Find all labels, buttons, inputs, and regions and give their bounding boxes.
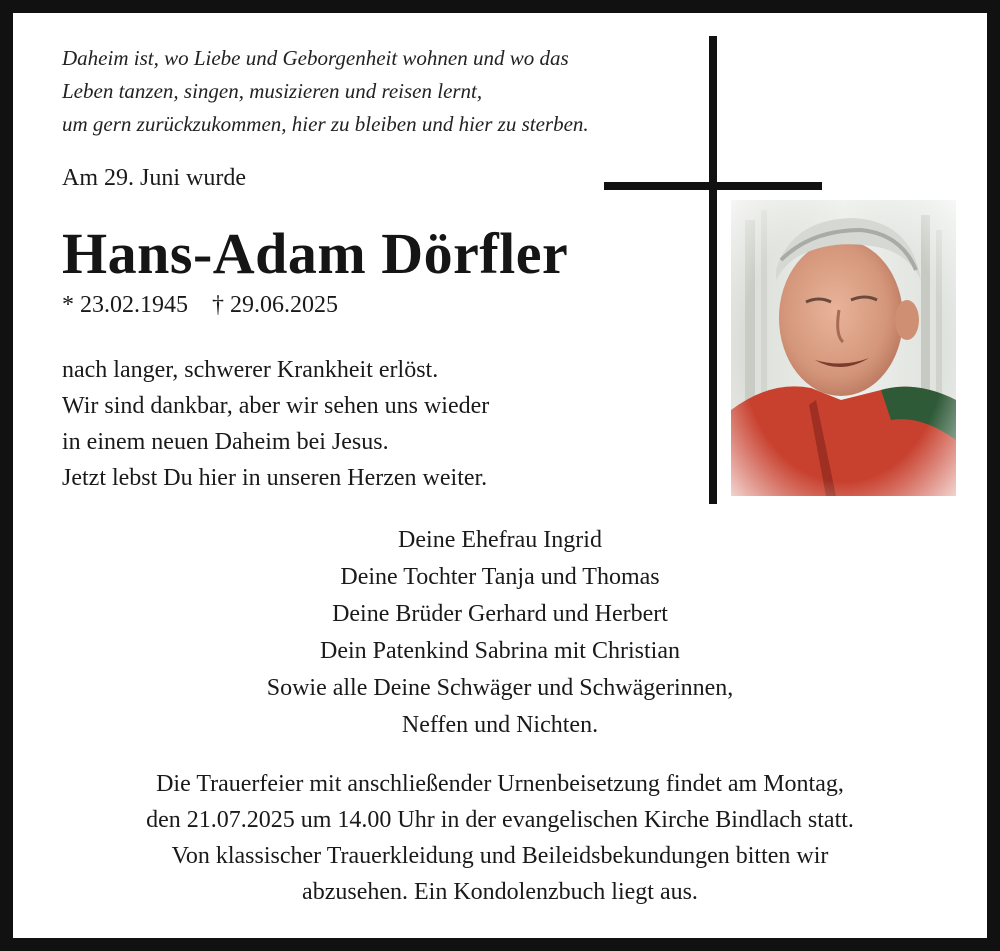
message-line: Jetzt lebst Du hier in unseren Herzen weiter. [62, 465, 488, 491]
motto-line: um gern zurückzukommen, hier zu bleiben und hier zu sterben. [62, 112, 589, 136]
portrait-photo [731, 200, 956, 496]
service-line: den 21.07.2025 um 14.00 Uhr in der evangelischen Kirche Bindlach statt. [146, 807, 854, 833]
death-date: † 29.06.2025 [212, 292, 338, 318]
motto-line: Daheim ist, wo Liebe und Geborgenheit wohnen und wo das [62, 46, 569, 70]
cross-icon-horizontal-bar [604, 182, 822, 190]
birth-date: * 23.02.1945 [62, 292, 188, 318]
family-line: Dein Patenkind Sabrina mit Christian [320, 638, 680, 664]
motto-line: Leben tanzen, singen, musizieren und reisen lernt, [62, 79, 483, 103]
family-line: Deine Ehefrau Ingrid [398, 527, 602, 553]
funeral-service-info [0, 766, 1000, 910]
cross-icon-vertical-bar [709, 36, 717, 504]
service-line: Die Trauerfeier mit anschließender Urnenbeisetzung findet am Montag, [156, 771, 844, 797]
service-line: Von klassischer Trauerkleidung und Beileidsbekundungen bitten wir [171, 843, 829, 869]
family-line: Sowie alle Deine Schwäger und Schwägerinnen, [266, 675, 734, 701]
family-line: Neffen und Nichten. [401, 712, 599, 738]
life-dates [62, 292, 338, 319]
family-signatures [0, 522, 1000, 744]
message-line: Wir sind dankbar, aber wir sehen uns wieder [62, 393, 490, 419]
service-line: abzusehen. Ein Kondolenzbuch liegt aus. [302, 879, 698, 905]
motto-verse [62, 42, 589, 141]
family-line: Deine Tochter Tanja und Thomas [340, 564, 660, 590]
intro-text: Am 29. Juni wurde [62, 165, 246, 191]
farewell-message [62, 352, 489, 496]
message-line: in einem neuen Daheim bei Jesus. [62, 429, 389, 455]
message-line: nach langer, schwerer Krankheit erlöst. [62, 357, 439, 383]
deceased-name: Hans-Adam Dörfler [62, 221, 569, 286]
family-line: Deine Brüder Gerhard und Herbert [332, 601, 668, 627]
